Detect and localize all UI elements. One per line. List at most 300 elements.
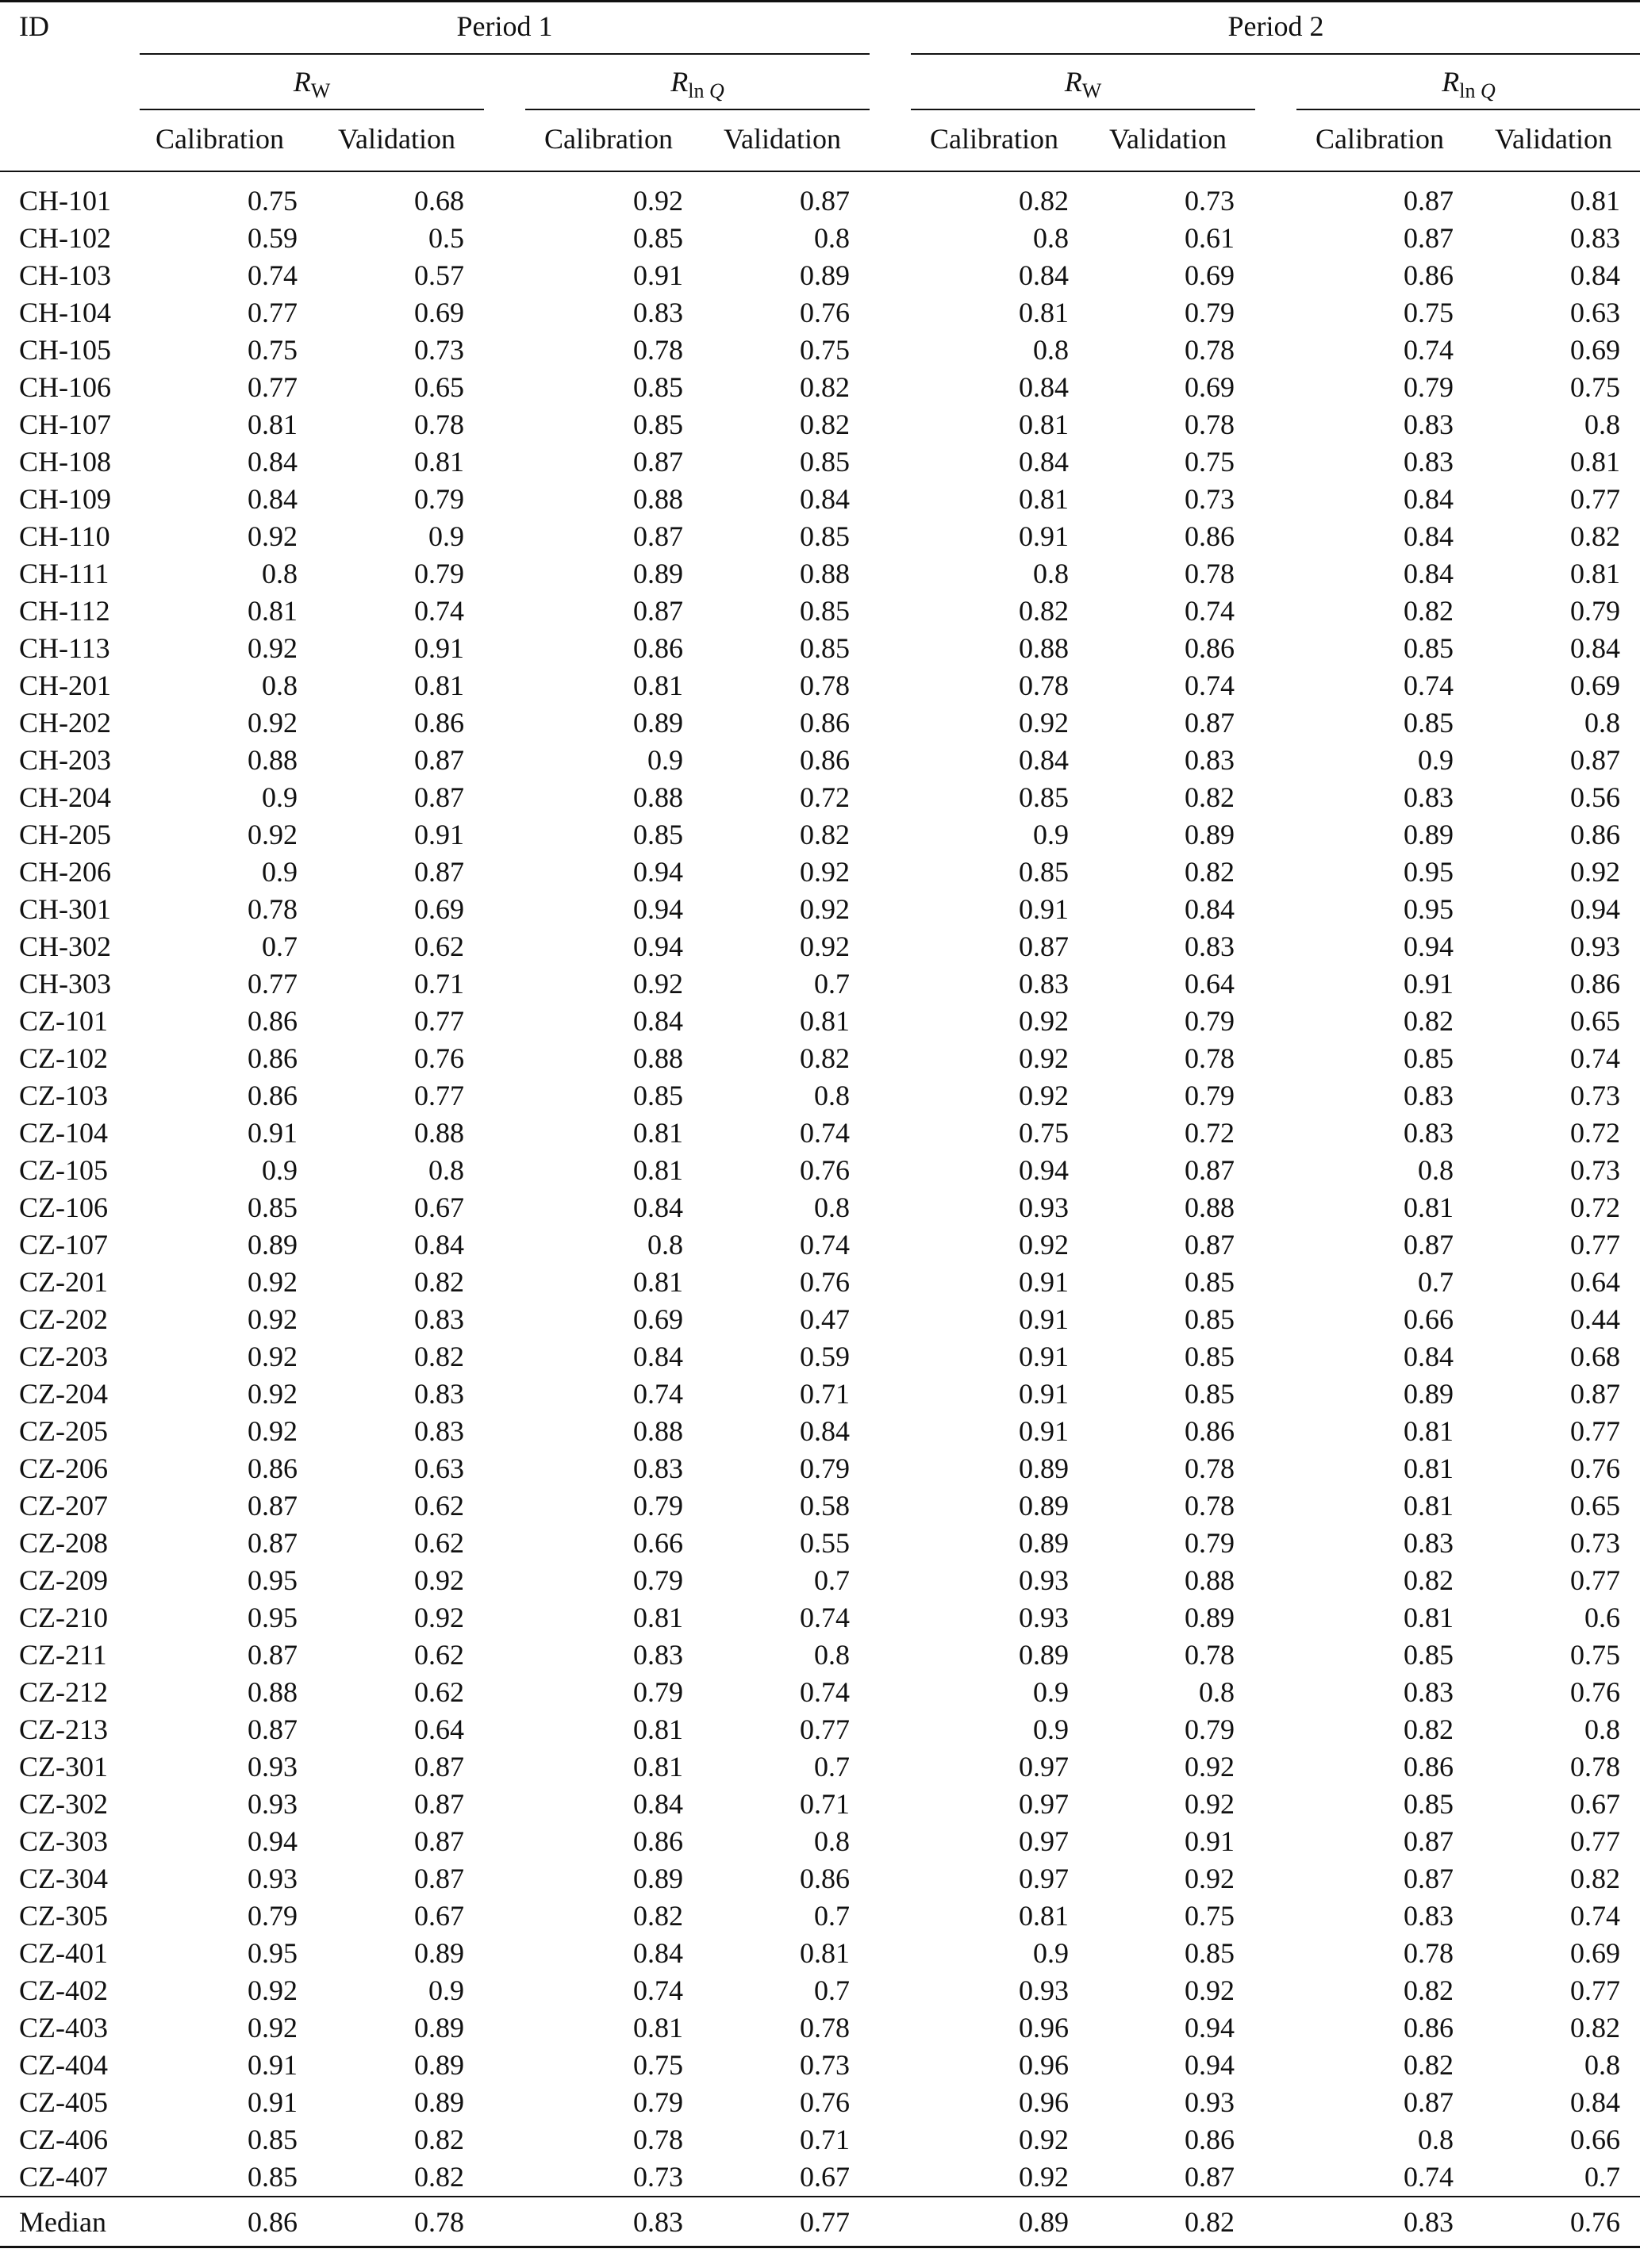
col-calibration-1: Calibration [156,123,284,155]
cell-value: 0.81 [1570,446,1620,478]
cell-value: 0.86 [248,1005,298,1037]
table-row [0,1376,1640,1413]
cell-value: 0.81 [633,1266,683,1298]
cell-value: 0.9 [262,1154,298,1186]
cell-value: 0.87 [248,1639,298,1671]
cell-value: 0.57 [414,259,464,291]
cell-value: 0.67 [414,1192,464,1223]
cell-value: 0.85 [800,520,850,552]
cell-value: 0.9 [262,781,298,813]
cell-value: 0.81 [633,1154,683,1186]
cell-value: 0.79 [1404,371,1454,403]
spacer-cell [1620,1264,1640,1301]
table-header [0,0,1640,175]
cell-value: 0.83 [633,1453,683,1484]
cell-value: 0.85 [1185,1937,1235,1969]
cell-value: 0.83 [1404,1527,1454,1559]
cell-value: 0.82 [800,371,850,403]
cell-value: 0.74 [633,1974,683,2006]
table-row [0,555,1640,593]
cell-value: 0.83 [464,2197,683,2247]
cell-value: 0.93 [1019,1564,1069,1596]
row-id: Median [0,2197,140,2247]
cell-value: 0.82 [1404,2049,1454,2081]
row-id: CH-109 [19,483,111,515]
cell-value: 0.81 [1019,483,1069,515]
cell-value: 0.89 [633,707,683,739]
col-validation-1: Validation [338,123,455,155]
cell-value: 0.84 [1185,893,1235,925]
cell-value: 0.86 [1570,968,1620,1000]
cell-value: 0.77 [248,371,298,403]
cell-value: 0.94 [1185,2012,1235,2044]
cell-value: 0.75 [1570,371,1620,403]
cell-value: 0.74 [800,1602,850,1633]
cell-value: 0.93 [1019,1602,1069,1633]
cell-value: 0.8 [262,670,298,701]
cell-value: 0.82 [1570,2012,1620,2044]
table-row [0,406,1640,443]
cell-value: 0.94 [1404,931,1454,962]
row-id: CZ-205 [19,1415,108,1447]
cell-value: 0.86 [800,1863,850,1894]
row-id: CZ-406 [19,2124,108,2155]
cell-value: 0.75 [1185,446,1235,478]
cell-value: 0.73 [1570,1527,1620,1559]
cell-value: 0.87 [1570,744,1620,776]
cell-value: 0.9 [428,520,464,552]
cell-value: 0.87 [800,185,850,217]
cell-value: 0.87 [1404,1229,1454,1261]
spacer-cell [1620,1898,1640,1935]
cell-value: 0.88 [248,1676,298,1708]
row-id: CH-206 [19,856,111,888]
cell-value: 0.78 [1185,558,1235,589]
row-id: CH-202 [19,707,111,739]
spacer-cell [1620,1189,1640,1226]
row-id: CZ-405 [19,2086,108,2118]
cell-value: 0.58 [800,1490,850,1522]
cell-value: 0.76 [1570,1453,1620,1484]
spacer-cell [1620,1972,1640,2009]
cell-value: 0.84 [1019,371,1069,403]
table-row [0,2047,1640,2084]
cell-value: 0.62 [414,1676,464,1708]
spacer-cell [1620,443,1640,481]
cell-value: 0.92 [1019,2161,1069,2193]
cell-value: 0.74 [800,1229,850,1261]
spacer-cell [1620,182,1640,220]
cell-value: 0.8 [1584,2049,1620,2081]
cell-value: 0.89 [1019,1490,1069,1522]
cell-value: 0.9 [262,856,298,888]
cell-value: 0.62 [414,1490,464,1522]
cell-value: 0.8 [814,1639,850,1671]
table-row [0,182,1640,220]
row-id: CH-107 [19,409,111,440]
cell-value: 0.82 [1185,856,1235,888]
cell-value: 0.92 [1185,1788,1235,1820]
cell-value: 0.74 [248,259,298,291]
row-id: CZ-211 [19,1639,107,1671]
cell-value: 0.89 [633,558,683,589]
cell-value: 0.77 [1570,1974,1620,2006]
spacer-cell [1620,1748,1640,1786]
spacer-cell [1620,1637,1640,1674]
cell-value: 0.85 [1404,1639,1454,1671]
col-validation-3: Validation [1109,123,1227,155]
spacer-cell [1620,1562,1640,1599]
table-row [0,1711,1640,1748]
rw-symbol: R [1064,66,1082,98]
row-id: CZ-213 [19,1713,108,1745]
cell-value: 0.71 [414,968,464,1000]
cell-value: 0.88 [633,1415,683,1447]
cell-value: 0.82 [1404,1713,1454,1745]
cell-value: 0.83 [1185,931,1235,962]
row-id: CZ-208 [19,1527,108,1559]
cell-value: 0.91 [248,2086,298,2118]
cell-value: 0.77 [414,1005,464,1037]
cell-value: 0.91 [248,2049,298,2081]
cell-value: 0.79 [1185,1080,1235,1111]
cell-value: 0.86 [800,707,850,739]
cell-value: 0.82 [1019,185,1069,217]
spacer-cell [1620,1301,1640,1338]
table-row [0,518,1640,555]
table-row [0,928,1640,965]
table-body [0,182,1640,2247]
table-row [0,1189,1640,1226]
cell-value: 0.77 [1570,483,1620,515]
cell-value: 0.75 [1185,1900,1235,1932]
cell-value: 0.69 [1185,371,1235,403]
cell-value: 0.76 [800,1266,850,1298]
cell-value: 0.85 [1404,1788,1454,1820]
cell-value: 0.78 [800,670,850,701]
cell-value: 0.94 [1570,893,1620,925]
cell-value: 0.79 [1185,1527,1235,1559]
row-id: CZ-107 [19,1229,108,1261]
cell-value: 0.91 [1019,1303,1069,1335]
cell-value: 0.79 [800,1453,850,1484]
cell-value: 0.8 [1033,558,1069,589]
header-rw-period-1 [140,65,484,103]
cell-value: 0.92 [1185,1863,1235,1894]
cell-value: 0.74 [1404,670,1454,701]
cell-value: 0.89 [1019,1453,1069,1484]
cell-value: 0.66 [1570,2124,1620,2155]
table-row [0,1823,1640,1860]
cell-value: 0.7 [1584,2161,1620,2193]
cell-value: 0.74 [1404,334,1454,366]
cell-value: 0.84 [633,1192,683,1223]
row-id: CH-108 [19,446,111,478]
cell-value: 0.92 [1019,707,1069,739]
cell-value: 0.78 [414,409,464,440]
table-row [0,667,1640,704]
spacer-cell [1620,1674,1640,1711]
cell-value: 0.73 [414,334,464,366]
cell-value: 0.86 [1185,520,1235,552]
cell-value: 0.89 [414,2086,464,2118]
cell-value: 0.83 [1404,1900,1454,1932]
cell-value: 0.84 [800,483,850,515]
cell-value: 0.84 [1570,632,1620,664]
cell-value: 0.78 [1185,1042,1235,1074]
cell-value: 0.88 [633,781,683,813]
spacer-cell [1620,891,1640,928]
table-row [0,332,1640,369]
cell-value: 0.92 [1570,856,1620,888]
cell-value: 0.87 [1404,2086,1454,2118]
cell-value: 0.89 [1185,1602,1235,1633]
cell-value: 0.86 [1404,259,1454,291]
cell-value: 0.78 [1185,409,1235,440]
cell-value: 0.81 [1570,558,1620,589]
cell-value: 0.74 [1185,670,1235,701]
row-id: CZ-104 [19,1117,108,1149]
cell-value: 0.81 [414,446,464,478]
cell-value: 0.8 [262,558,298,589]
cell-value: 0.71 [800,1378,850,1410]
cell-value: 0.75 [1019,1117,1069,1149]
cell-value: 0.84 [1404,520,1454,552]
cell-value: 0.83 [414,1378,464,1410]
cell-value: 0.77 [1570,1415,1620,1447]
cell-value: 0.5 [428,222,464,254]
cell-value: 0.92 [248,632,298,664]
cell-value: 0.85 [248,1192,298,1223]
table-row [0,481,1640,518]
cell-value: 0.87 [1019,931,1069,962]
cell-value: 0.9 [647,744,683,776]
table-row [0,1786,1640,1823]
cell-value: 0.94 [633,893,683,925]
cell-value: 0.78 [1019,670,1069,701]
cell-value: 0.78 [800,2012,850,2044]
rlnq-p2-rule [1296,109,1640,110]
cell-value: 0.85 [248,2161,298,2193]
cell-value: 0.9 [1033,1676,1069,1708]
cell-value: 0.87 [633,595,683,627]
cell-value: 0.95 [1404,856,1454,888]
cell-value: 0.85 [1185,1341,1235,1372]
cell-value: 0.87 [1404,222,1454,254]
cell-value: 0.75 [248,185,298,217]
cell-value: 0.82 [800,409,850,440]
cell-value: 0.8 [1584,1713,1620,1745]
cell-value: 0.88 [1185,1192,1235,1223]
cell-value: 0.78 [298,2197,464,2247]
cell-value: 0.95 [248,1564,298,1596]
cell-value: 0.69 [633,1303,683,1335]
col-calibration-3: Calibration [930,123,1058,155]
spacer-cell [1620,257,1640,294]
spacer-cell [1620,2009,1640,2047]
cell-value: 0.87 [414,1751,464,1783]
cell-value: 0.78 [1185,1639,1235,1671]
row-id: CH-111 [19,558,109,589]
rw-subscript: W [310,79,331,102]
cell-value: 0.72 [1570,1117,1620,1149]
rlnq-q: Q [1480,79,1496,102]
spacer-cell [1620,630,1640,667]
cell-value: 0.92 [248,2012,298,2044]
row-id: CH-101 [19,185,111,217]
cell-value: 0.87 [248,1490,298,1522]
table-row [0,369,1640,406]
cell-value: 0.64 [414,1713,464,1745]
cell-value: 0.82 [800,1042,850,1074]
cell-value: 0.77 [248,297,298,328]
cell-value: 0.86 [248,1042,298,1074]
table-row [0,1264,1640,1301]
cell-value: 0.84 [800,1415,850,1447]
cell-value: 0.87 [414,1825,464,1857]
cell-value: 0.59 [248,222,298,254]
rlnq-ln: ln [688,79,705,102]
cell-value: 0.92 [248,1303,298,1335]
cell-value: 0.91 [1019,1341,1069,1372]
cell-value: 0.85 [800,632,850,664]
spacer-cell [1620,1413,1640,1450]
row-id: CH-104 [19,297,111,328]
cell-value: 0.65 [1570,1490,1620,1522]
spacer-cell [1620,854,1640,891]
cell-value: 0.7 [262,931,298,962]
cell-value: 0.81 [248,409,298,440]
cell-value: 0.83 [414,1303,464,1335]
cell-value: 0.84 [1570,259,1620,291]
header-period-1: Period 1 [456,10,553,42]
cell-value: 0.74 [800,1117,850,1149]
cell-value: 0.82 [1570,1863,1620,1894]
cell-value: 0.95 [1404,893,1454,925]
cell-value: 0.89 [1019,1639,1069,1671]
cell-value: 0.74 [414,595,464,627]
cell-value: 0.81 [800,1005,850,1037]
cell-value: 0.87 [1185,1154,1235,1186]
cell-value: 0.91 [633,259,683,291]
cell-value: 0.82 [1185,781,1235,813]
table-row [0,1003,1640,1040]
cell-value: 0.74 [1570,1900,1620,1932]
row-id: CZ-207 [19,1490,108,1522]
cell-value: 0.87 [633,520,683,552]
spacer-cell [1620,928,1640,965]
row-id: CH-105 [19,334,111,366]
cell-value: 0.81 [633,1602,683,1633]
cell-value: 0.7 [1418,1266,1454,1298]
spacer-cell [1620,2197,1640,2247]
cell-value: 0.82 [1404,1005,1454,1037]
row-id: CZ-105 [19,1154,108,1186]
cell-value: 0.92 [1019,1042,1069,1074]
row-id: CZ-201 [19,1266,108,1298]
cell-value: 0.74 [1185,595,1235,627]
row-id: CH-112 [19,595,110,627]
spacer-cell [1620,1152,1640,1189]
cell-value: 0.88 [414,1117,464,1149]
table-row [0,1637,1640,1674]
cell-value: 0.79 [633,1676,683,1708]
cell-value: 0.85 [1019,781,1069,813]
cell-value: 0.79 [248,1900,298,1932]
cell-value: 0.92 [1019,1080,1069,1111]
cell-value: 0.9 [1033,819,1069,850]
cell-value: 0.82 [800,819,850,850]
row-id: CZ-202 [19,1303,108,1335]
cell-value: 0.79 [1185,1005,1235,1037]
cell-value: 0.87 [414,744,464,776]
table-row [0,1898,1640,1935]
cell-value: 0.83 [1404,446,1454,478]
row-id: CH-303 [19,968,111,1000]
cell-value: 0.97 [1019,1751,1069,1783]
cell-value: 0.89 [800,259,850,291]
cell-value: 0.69 [414,297,464,328]
cell-value: 0.88 [633,483,683,515]
cell-value: 0.79 [1570,595,1620,627]
table-row [0,2197,1640,2247]
cell-value: 0.82 [414,2161,464,2193]
cell-value: 0.93 [1019,1192,1069,1223]
cell-value: 0.85 [633,819,683,850]
cell-value: 0.84 [1570,2086,1620,2118]
cell-value: 0.86 [248,1453,298,1484]
cell-value: 0.85 [1185,1303,1235,1335]
cell-value: 0.72 [800,781,850,813]
cell-value: 0.97 [1019,1788,1069,1820]
spacer-cell [1620,1823,1640,1860]
cell-value: 0.75 [248,334,298,366]
cell-value: 0.87 [1185,2161,1235,2193]
table-row [0,1413,1640,1450]
cell-value: 0.78 [1570,1751,1620,1783]
cell-value: 0.8 [814,222,850,254]
cell-value: 0.93 [248,1788,298,1820]
cell-value: 0.92 [248,1415,298,1447]
spacer-cell [1620,1040,1640,1077]
cell-value: 0.8 [814,1192,850,1223]
cell-value: 0.47 [800,1303,850,1335]
cell-value: 0.92 [248,1341,298,1372]
cell-value: 0.8 [1199,1676,1235,1708]
cell-value: 0.94 [248,1825,298,1857]
cell-value: 0.73 [1185,185,1235,217]
cell-value: 0.91 [1019,520,1069,552]
spacer-cell [1620,1525,1640,1562]
cell-value: 0.86 [140,2197,298,2247]
row-id: CZ-102 [19,1042,108,1074]
cell-value: 0.83 [633,1639,683,1671]
cell-value: 0.78 [248,893,298,925]
cell-value: 0.88 [1185,1564,1235,1596]
cell-value: 0.92 [414,1564,464,1596]
cell-value: 0.95 [248,1937,298,1969]
row-id: CZ-106 [19,1192,108,1223]
row-id: CZ-303 [19,1825,108,1857]
spacer-cell [1620,1450,1640,1487]
cell-value: 0.87 [1404,1863,1454,1894]
spacer-cell [1620,965,1640,1003]
cell-value: 0.66 [633,1527,683,1559]
cell-value: 0.87 [1404,1825,1454,1857]
cell-value: 0.81 [1404,1415,1454,1447]
cell-value: 0.61 [1185,222,1235,254]
cell-value: 0.92 [248,1974,298,2006]
